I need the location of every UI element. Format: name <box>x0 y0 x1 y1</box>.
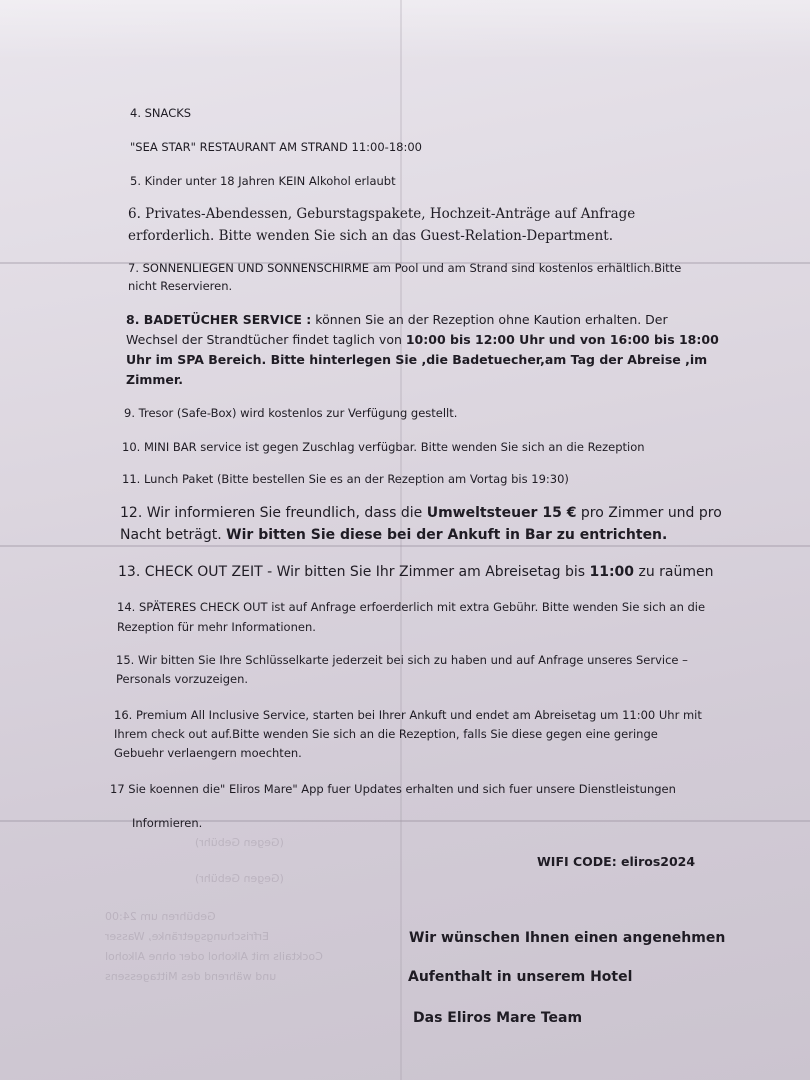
item-8-title: 8. BADETÜCHER SERVICE : <box>126 312 312 327</box>
item-6-line2: erforderlich. Bitte wenden Sie sich an das Guest-Relation-Department. <box>128 228 613 244</box>
item-12-text: Nacht beträgt. <box>120 527 227 543</box>
bleed-through: Cocktails mit Alkohol oder ohne Alkohol <box>105 950 323 963</box>
item-11: 11. Lunch Paket (Bitte bestellen Sie es an der Rezeption am Vortag bis 19:30) <box>122 472 569 486</box>
item-17-line1: 17 Sie koennen die" Eliros Mare" App fuer Updates erhalten und sich fuer unsere Dienstleistungen <box>110 782 676 796</box>
bleed-through: Gebühren um 24:00 <box>105 910 216 923</box>
item-16-line1: 16. Premium All Inclusive Service, starten bei Ihrer Ankuft und endet am Abreisetag um 11:00 Uhr mit <box>114 708 702 722</box>
item-17-line2: Informieren. <box>132 816 203 830</box>
bleed-through: und während des Mittagessens <box>105 970 277 983</box>
item-14-line2: Rezeption für mehr Informationen. <box>117 620 316 634</box>
item-7-line1: 7. SONNENLIEGEN UND SONNENSCHIRME am Pool und am Strand sind kostenlos erhältlich.Bitte <box>128 261 682 275</box>
item-10: 10. MINI BAR service ist gegen Zuschlag verfügbar. Bitte wenden Sie sich an die Rezeption <box>122 440 645 454</box>
item-5: 5. Kinder unter 18 Jahren KEIN Alkohol erlaubt <box>130 174 396 188</box>
item-16-line3: Gebuehr verlaengern moechten. <box>114 746 302 760</box>
wifi-code: WIFI CODE: eliros2024 <box>537 854 696 869</box>
item-13-time: 11:00 <box>589 564 635 580</box>
item-16-line2: Ihrem check out auf.Bitte wenden Sie sich an die Rezeption, falls Sie diese gegen eine geringe <box>114 727 658 741</box>
item-12-tax: Umweltsteuer 15 € <box>426 505 577 521</box>
item-15-line1: 15. Wir bitten Sie Ihre Schlüsselkarte jederzeit bei sich zu haben und auf Anfrage unseres Service – <box>116 653 688 667</box>
closing-line1: Wir wünschen Ihnen einen angenehmen <box>409 930 726 946</box>
item-13 <box>118 564 714 580</box>
item-9: 9. Tresor (Safe-Box) wird kostenlos zur Verfügung gestellt. <box>124 406 458 420</box>
item-4-heading: 4. SNACKS <box>130 106 192 120</box>
bleed-through: (Gegen Gebühr) <box>195 872 284 885</box>
item-13-text: 13. CHECK OUT ZEIT - Wir bitten Sie Ihr Zimmer am Abreisetag bis <box>118 564 590 580</box>
item-12-text: 12. Wir informieren Sie freundlich, dass die <box>120 505 427 521</box>
item-12-line2 <box>120 527 667 543</box>
item-15-line2: Personals vorzuzeigen. <box>116 672 249 686</box>
item-6-line1: 6. Privates-Abendessen, Geburstagspakete, Hochzeit-Anträge auf Anfrage <box>128 206 636 222</box>
item-8-times: 10:00 bis 12:00 Uhr und von 16:00 bis 18:00 <box>405 332 719 347</box>
item-8-text: können Sie an der Rezeption ohne Kaution erhalten. Der <box>311 312 668 327</box>
paper-fold <box>0 545 810 547</box>
bleed-through: (Gegen Gebühr) <box>195 836 284 849</box>
closing-line2: Aufenthalt in unserem Hotel <box>408 969 633 985</box>
item-12-line1 <box>120 505 722 521</box>
item-12-text: pro Zimmer und pro <box>576 505 722 521</box>
closing-signature: Das Eliros Mare Team <box>413 1010 583 1026</box>
paper-highlight <box>0 0 810 60</box>
item-12-payment: Wir bitten Sie diese bei der Ankuft in Bar zu entrichten. <box>226 527 668 543</box>
paper-fold <box>0 820 810 822</box>
item-8-line4: Zimmer. <box>126 372 184 387</box>
bleed-through: Erfrischungsgetränke, Wasser <box>105 930 270 943</box>
item-13-text: zu raümen <box>634 564 714 580</box>
item-8-line1 <box>126 312 668 327</box>
item-8-line2 <box>126 332 719 347</box>
item-8-text: Wechsel der Strandtücher findet taglich von <box>126 332 406 347</box>
item-14-line1: 14. SPÄTERES CHECK OUT ist auf Anfrage erfoerderlich mit extra Gebühr. Bitte wenden Sie sich an die <box>117 600 706 614</box>
item-8-line3: Uhr im SPA Bereich. Bitte hinterlegen Sie ,die Badetuecher,am Tag der Abreise ,im <box>126 352 708 367</box>
item-4-restaurant: "SEA STAR" RESTAURANT AM STRAND 11:00-18:00 <box>130 140 422 154</box>
item-7-line2: nicht Reservieren. <box>128 279 233 293</box>
